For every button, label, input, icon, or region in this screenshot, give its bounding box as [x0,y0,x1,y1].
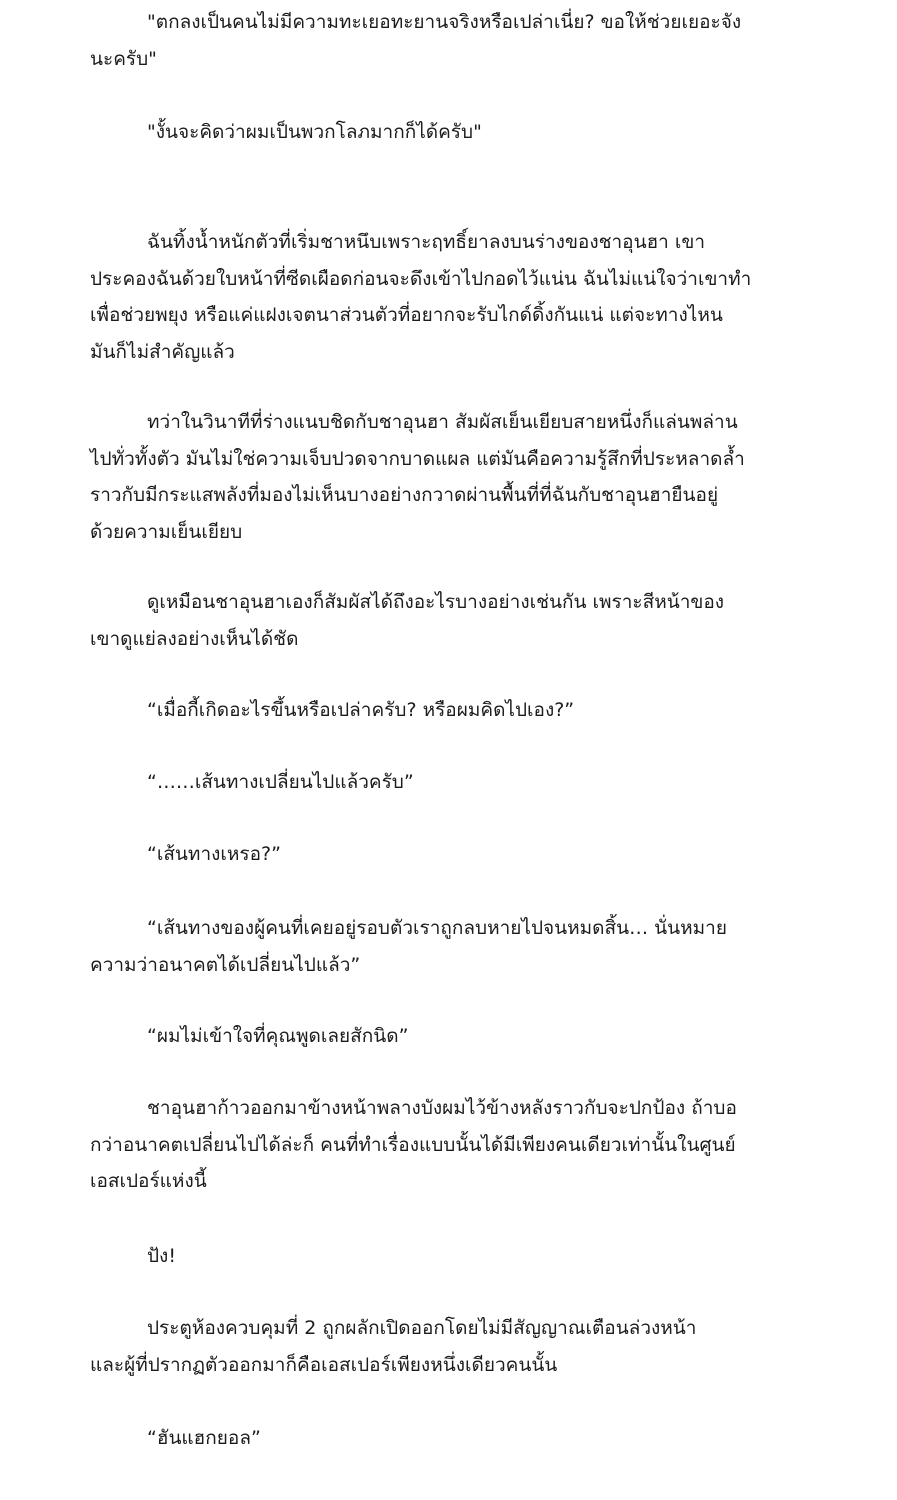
text-line: "ตกลงเป็นคนไม่มีความทะเยอทะยานจริงหรือเปล่าเนี่ย? ขอให้ช่วยเยอะจัง [147,11,742,33]
text-line: ราวกับมีกระแสพลังที่มองไม่เห็นบางอย่างกวาดผ่านพื้นที่ที่ฉันกับชาอุนฮายืนอยู่ [90,484,719,506]
text-line: ด้วยความเย็นเยียบ [90,520,243,543]
paragraph [90,1238,809,1275]
text-line: “……เส้นทางเปลี่ยนไปแล้วครับ” [147,771,414,793]
paragraph [90,1420,809,1457]
text-line: เพื่อช่วยพยุง หรือแค่แฝงเจตนาส่วนตัวที่อยากจะรับไกด์ดิ้งกันแน่ แต่จะทางไหน [90,304,723,326]
text-line: “ฮันแฮกยอล” [147,1427,261,1449]
text-line: ปัง! [147,1245,176,1267]
paragraph [90,4,809,77]
paragraph [90,692,809,729]
text-line: ทว่าในวินาทีที่ร่างแนบชิดกับชาอุนฮา สัมผัสเย็นเยียบสายหนึ่งก็แล่นพล่าน [147,411,738,433]
text-line: เขาดูแย่ลงอย่างเห็นได้ชัด [90,627,299,650]
paragraph [90,1018,809,1055]
text-line: ประตูห้องควบคุมที่ 2 ถูกผลักเปิดออกโดยไม่มีสัญญาณเตือนล่วงหน้า [147,1317,697,1339]
paragraph [90,910,809,983]
paragraph [90,114,809,151]
text-line: เอสเปอร์แห่งนี้ [90,1170,207,1192]
text-line: ฉันทิ้งน้ำหนักตัวที่เริ่มชาหนึบเพราะฤทธิ์ยาลงบนร่างของชาอุนฮา เขา [147,231,706,253]
text-line: กว่าอนาคตเปลี่ยนไปได้ล่ะก็ คนที่ทำเรื่องแบบนั้นได้มีเพียงคนเดียวเท่านั้นในศูนย์ [90,1133,736,1156]
text-line: ความว่าอนาคตได้เปลี่ยนไปแล้ว” [90,953,361,976]
text-line: ไปทั่วทั้งตัว มันไม่ใช่ความเจ็บปวดจากบาดแผล แต่มันคือความรู้สึกที่ประหลาดล้ำ [90,447,745,470]
text-line: และผู้ที่ปรากฏตัวออกมาก็คือเอสเปอร์เพียงหนึ่งเดียวคนนั้น [90,1353,558,1376]
text-line: ดูเหมือนชาอุนฮาเองก็สัมผัสได้ถึงอะไรบางอย่างเช่นกัน เพราะสีหน้าของ [147,591,725,613]
text-line: “เส้นทางของผู้คนที่เคยอยู่รอบตัวเราถูกลบหายไปจนหมดสิ้น… นั่นหมาย [147,917,727,939]
paragraph [90,404,809,550]
paragraph [90,836,809,873]
text-line: ชาอุนฮาก้าวออกมาข้างหน้าพลางบังผมไว้ข้างหลังราวกับจะปกป้อง ถ้าบอ [147,1097,737,1119]
paragraph [90,1090,809,1200]
text-line: ประคองฉันด้วยใบหน้าที่ซีดเผือดก่อนจะดึงเข้าไปกอดไว้แน่น ฉันไม่แน่ใจว่าเขาทำ [90,267,752,290]
paragraph [90,224,809,370]
paragraph [90,764,809,801]
text-line: “เส้นทางเหรอ?” [147,843,281,865]
paragraph [90,584,809,657]
paragraph [90,1310,809,1383]
text-line: “ผมไม่เข้าใจที่คุณพูดเลยสักนิด” [147,1025,409,1047]
text-line: "งั้นจะคิดว่าผมเป็นพวกโลภมากก็ได้ครับ" [147,121,482,143]
text-line: มันก็ไม่สำคัญแล้ว [90,340,235,363]
text-line: “เมื่อกี้เกิดอะไรขึ้นหรือเปล่าครับ? หรือผมคิดไปเอง?” [147,699,575,721]
text-line: นะครับ" [90,47,157,70]
